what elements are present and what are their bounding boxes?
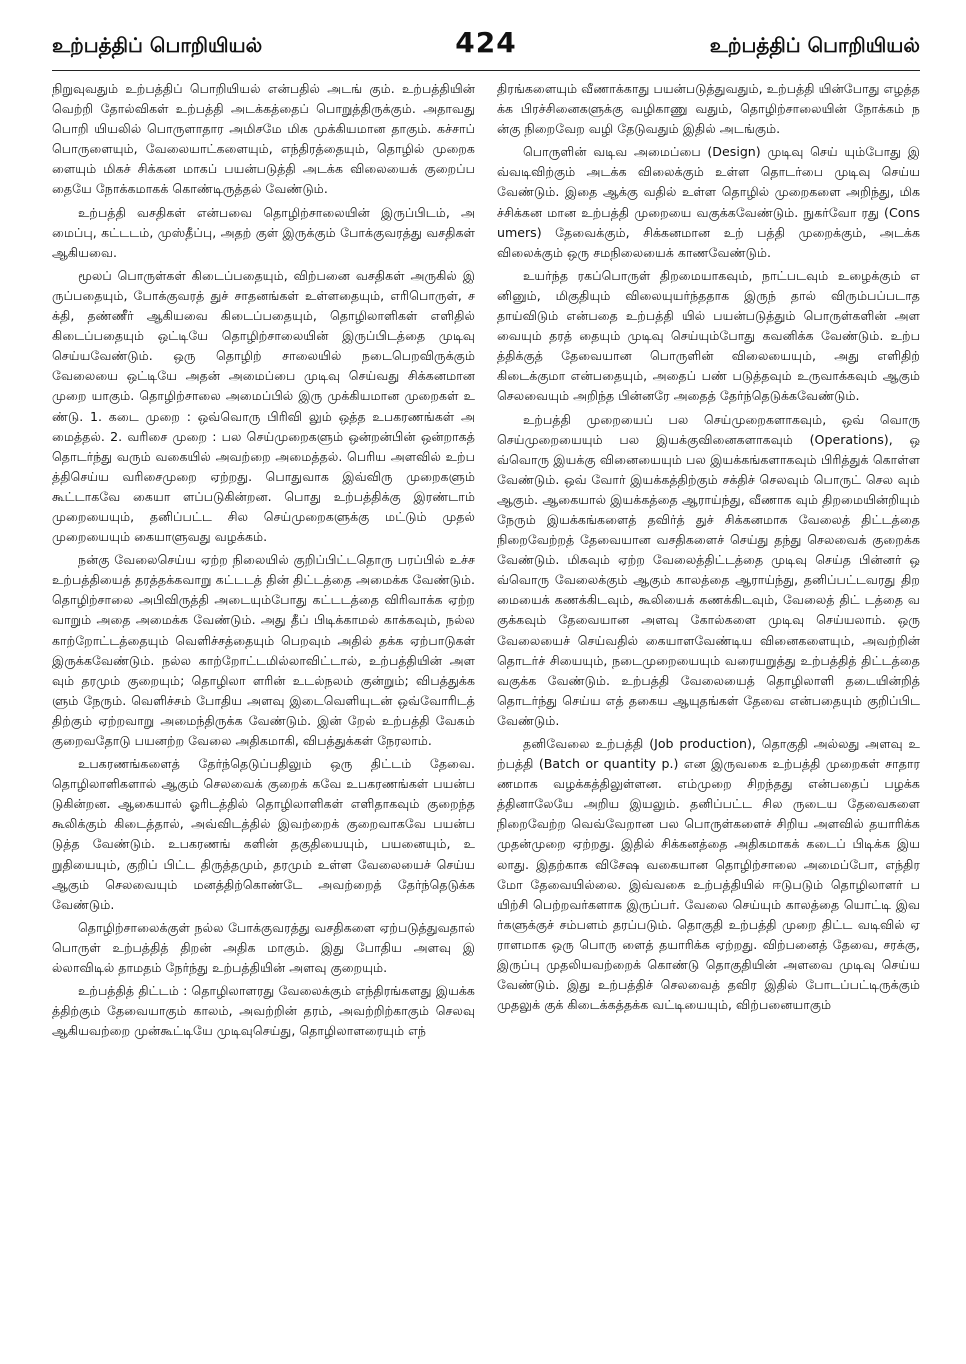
running-title-left: உற்பத்திப் பொறியியல் (52, 33, 263, 57)
right-column (497, 79, 920, 1044)
running-title-right: உற்பத்திப் பொறியியல் (709, 33, 920, 57)
page-header (52, 26, 920, 71)
paragraph: உபகரணங்களைத் தேர்ந்தெடுப்பதிலும் ஒரு திட்டம் தேவை. தொழிலாளிகளால் ஆகும் செலவைக் குறைக் கவே உபகரணங்கள் பயன்படுகின்றன. ஆகையால் ஓரிடத்தில் தொழிலாளிகள் எளிதாகவும் குறைந்த கூலிக்கும் கிடைத்தால், அவ்விடத்தில் இவற்றைக் குறைவாகவே பயன்படுத்த வேண்டும். உபகரணங் களின் தகுதியையும், பயனையும், உறுதியையும், குறிப் பிட்ட திருத்தமும், தரமும் உள்ள வேலையைச் செய்ய ஆகும் செலவையும் மனத்திற்கொண்டே அவற்றைத் தேர்ந்தெடுக்க வேண்டும். (52, 756, 475, 912)
paragraph: பொருளின் வடிவ அமைப்பை (Design) முடிவு செய் யும்போது இவ்வடிவிற்கும் அடக்க விலைக்கும் உள்ள தொடர்பை முடிவு செய்யவேண்டும். இதை ஆக்கு வதில் உள்ள தொழில் முறைகளை அறிந்து, மிகச்சிக்கன மான உற்பத்தி முறையை வகுக்கவேண்டும். நுகர்வோ ரது (Consumers) தேவைக்கும், சிக்கனமான உற் பத்தி முறைக்கும், அடக்க விலைக்கும் ஒரு சமநிலையைக் காணவேண்டும். (497, 144, 920, 260)
paragraph: மூலப் பொருள்கள் கிடைப்பதையும், விற்பனை வசதிகள் அருகில் இருப்பதையும், போக்குவரத் துச் சாதனங்கள் உள்ளதையும், எரிபொருள், சக்தி, தண்ணீர் ஆகியவை கிடைப்பதையும், தொழிலாளிகள் எளிதில் கிடைப்பதையும் ஒட்டியே தொழிற்சாலையின் இருப்பிடத்தை முடிவு செய்யவேண்டும். ஒரு தொழிற் சாலையில் நடைபெறவிருக்கும் வேலையை ஒட்டியே அதன் அமைப்பை முடிவு செய்வது சிக்கனமான முறை யாகும். தொழிற்சாலை அமைப்பில் இரு முக்கியமான முறைகள் உண்டு. 1. கடை முறை : ஒவ்வொரு பிரிவி லும் ஒத்த உபகரணங்கள் அமைத்தல். 2. வரிசை முறை : பல செய்முறைகளும் ஒன்றன்பின் ஒன்றாகத் தொடர்ந்து வரும் வகையில் அவற்றை அமைத்தல். பெரிய அளவில் உற்பத்திசெய்ய வரிசைமுறை ஏற்றது. பொதுவாக இவ்விரு முறைகளும் கூட்டாகவே கையா ளப்படுகின்றன. பொது உற்பத்திக்கு இரண்டாம் முறையையும், தனிப்பட்ட சில செய்முறைகளுக்கு மட்டும் முதல் முறையையும் கையாளுவது வழக்கம். (52, 267, 475, 545)
paragraph: உற்பத்தித் திட்டம் : தொழிலாளரது வேலைக்கும் எந்திரங்களது இயக்கத்திற்கும் தேவையாகும் காலம், அவற்றின் தரம், அவற்றிற்காகும் செலவு ஆகியவற்றை முன்கூட்டியே முடிவுசெய்து, தொழிலாளரையும் எந் (52, 983, 475, 1039)
paragraph: உயர்ந்த ரகப்பொருள் திறமையாகவும், நாட்படவும் உழைக்கும் எனினும், மிகுதியும் விலையுயர்ந்ததாக இருந் தால் விரும்பப்படாததாய்விடும் என்பதை உற்பத்தி யில் பயன்படுத்தும் பொருள்களின் அளவையும் தரத் தையும் முடிவு செய்யும்போது கவனிக்க வேண்டும். உற்பத்திக்குத் தேவையான பொருளின் விலையையும், அது எளிதிற் கிடைக்குமா என்பதையும், அதைப் பண் படுத்தவும் உருவாக்கவும் ஆகும் செலவையும் அறிந்த பின்னரே அதைத் தேர்ந்தெடுக்கவேண்டும். (497, 267, 920, 404)
paragraph: தனிவேலை உற்பத்தி (Job production), தொகுதி அல்லது அளவு உற்பத்தி (Batch or quantity p.) என இருவகை உற்பத்தி முறைகள் சாதாரணமாக வழக்கத்திலுள்ளன. எம்முறை சிறந்தது என்பதைப் பழக்கத்தினாலேயே அறிய இயலும். தனிப்பட்ட சில ருடைய தேவைகளை நிறைவேற்ற வெவ்வேறான பல பொருள்களைச் சிறிய அளவில் தயாரிக்க முதன்முறை ஏற்றது. இதில் சிக்கனத்தை அதிகமாகக் கடைப் பிடிக்க இயலாது. இதற்காக விசேஷ வகையான தொழிற்சாலை அமைப்போ, எந்திரமோ தேவையில்லை. இவ்வகை உற்பத்தியில் ஈடுபடும் தொழிலாளர் பயிற்சி பெற்றவர்களாக இருப்பர். வேலை செய்யும் காலத்தை யொட்டி இவர்களுக்குச் சம்பளம் தரப்படும். தொகுதி உற்பத்தி முறை திட்ட வடிவில் ஏராளமாக ஒரு பொரு ளைத் தயாரிக்க ஏற்றது. விற்பனைத் தேவை, சரக்கு, இருப்பு முதலியவற்றைக் கொண்டு தொகுதியின் அளவை முடிவு செய்ய வேண்டும். இது உற்பத்திச் செலவைத் தவிர இதில் போடப்பட்டிருக்கும் முதலுக் குக் கிடைக்கத்தக்க வட்டியையும், விற்பனையாகும் (497, 736, 920, 1013)
paragraph: உற்பத்தி முறையைப் பல செய்முறைகளாகவும், ஒவ் வொரு செய்முறையையும் பல இயக்குவினைகளாகவும் (Operations), ஒவ்வொரு இயக்கு வினையையும் பல இயக்கங்களாகவும் பிரித்துக் கொள்ளவேண்டும். ஒவ் வோர் இயக்கத்திற்கும் சக்திச் செலவும் பொருட் செல வும் ஆகும். ஆகையால் இயக்கத்தை ஆராய்ந்து, வீணாக வும் திறமையின்றியும் நேரும் இயக்கங்களைத் தவிர்த் துச் சிக்கனமாக வேலைத் திட்டத்தை நிறைவேற்றத் தேவையான வசதிகளைச் செய்து தந்து செலவைக் குறைக்க வேண்டும். மிகவும் ஏற்ற வேலைத்திட்டத்தை முடிவு செய்த பின்னர் ஒவ்வொரு வேலைக்கும் ஆகும் காலத்தை ஆராய்ந்து, தனிப்பட்டவரது திறமையைக் கணக்கிடவும், கூலியைக் கணக்கிடவும், வேலைத் திட் டத்தை வகுக்கவும் தேவையான அளவு கோல்களை முடிவு செய்யலாம். ஒரு வேலையைச் செய்வதில் கையாளவேண்டிய வினைகளையும், அவற்றின் தொடர்ச் சியையும், நடைமுறையையும் வரையறுத்து உற்பத்தித் திட்டத்தை வகுக்க வேண்டும். உற்பத்தி வேலையைத் தொழிலாளி தடையின்றித் தொடர்ந்து செய்ய எத் தகைய ஆயுதங்கள் தேவை என்பதையும் குறிப்பிட வேண்டும். (497, 411, 920, 728)
page-number: 424 (455, 26, 517, 59)
text-columns (52, 79, 920, 1044)
paragraph: திரங்களையும் வீணாக்காது பயன்படுத்துவதும், உற்பத்தி யின்போது எழத்தக்க பிரச்சினைகளுக்கு வழிகாணு வதும், தொழிற்சாலையின் நோக்கம் நன்கு நிறைவேற வழி தேடுவதும் இதில் அடங்கும். (497, 81, 920, 137)
paragraph: நிறுவுவதும் உற்பத்திப் பொறியியல் என்பதில் அடங் கும். உற்பத்தியின் வெற்றி தோல்விகள் உற்பத்தி அடக்கத்தைப் பொறுத்திருக்கும். அதாவது பொறி யியலில் பொருளாதார அமிசமே மிக முக்கியமான தாகும். கச்சாப் பொருளையும், வேலையாட்களையும், எந்திரத்தையும், தொழில் முறைகளையும் மிகச் சிக்கன மாகப் பயன்படுத்தி அடக்க விலையைக் குறைப்பதையே நோக்கமாகக் கொண்டிருத்தல் வேண்டும். (52, 81, 475, 197)
paragraph: தொழிற்சாலைக்குள் நல்ல போக்குவரத்து வசதிகளை ஏற்படுத்துவதால் பொருள் உற்பத்தித் திறன் அதிக மாகும். இது போதிய அளவு இல்லாவிடில் தாமதம் நேர்ந்து உற்பத்தியின் அளவு குறையும். (52, 919, 475, 976)
left-column (52, 79, 475, 1044)
paragraph: நன்கு வேலைசெய்ய ஏற்ற நிலையில் குறிப்பிட்டதொரு பரப்பில் உச்சஉற்பத்தியைத் தரத்தக்கவாறு கட்டடத் தின் திட்டத்தை அமைக்க வேண்டும். தொழிற்சாலை அபிவிருத்தி அடையும்போது கட்டடத்தை விரிவாக்க ஏற்றவாறும் அதை அமைக்க வேண்டும். அது தீப் பிடிக்காமல் காக்கவும், நல்ல காற்றோட்டத்தையும் வெளிச்சத்தையும் பெறவும் அதில் தக்க ஏற்பாடுகள் இருக்கவேண்டும். நல்ல காற்றோட்டமில்லாவிட்டால், உற்பத்தியின் அளவும் தரமும் குறையும்; தொழிலா ளரின் உடல்நலம் குன்றும்; விபத்துக்களும் நேரும். வெளிச்சம் போதிய அளவு இடைவெளியுடன் ஒவ்வோரிடத் திற்கும் ஏற்றவாறு அமைந்திருக்க வேண்டும். இன் றேல் உற்பத்தி வேகம் குறைவதோடு பயனற்ற வேலை அதிகமாகி, விபத்துக்கள் நேரலாம். (52, 552, 475, 748)
paragraph: உற்பத்தி வசதிகள் என்பவை தொழிற்சாலையின் இருப்பிடம், அமைப்பு, கட்டடம், முஸ்தீப்பு, அதற் குள் இருக்கும் போக்குவரத்து வசதிகள் ஆகியவை. (52, 204, 475, 260)
